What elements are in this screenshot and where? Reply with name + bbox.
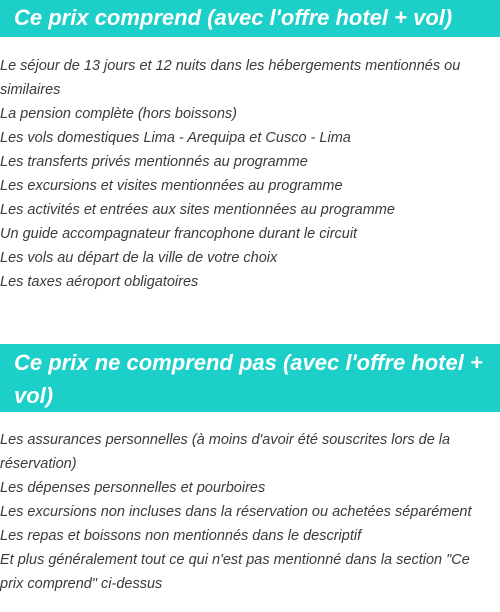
included-item: Les vols au départ de la ville de votre choix [0,250,278,266]
excluded-item: Les excursions non incluses dans la réservation ou achetées séparément [0,504,472,520]
excluded-heading: Ce prix ne comprend pas (avec l'offre hotel + vol) [0,344,500,412]
excluded-section [0,344,500,596]
excluded-list [0,428,500,596]
included-item: Un guide accompagnateur francophone durant le circuit [0,226,358,242]
included-item: Les vols domestiques Lima - Arequipa et Cusco - Lima [0,130,351,146]
excluded-item: Les repas et boissons non mentionnés dans le descriptif [0,528,362,544]
included-list [0,54,500,294]
included-item: Les activités et entrées aux sites mentionnées au programme [0,202,395,218]
included-item: La pension complète (hors boissons) [0,106,237,122]
included-section [0,0,500,294]
included-item: Les transferts privés mentionnés au programme [0,154,308,170]
included-item: Les excursions et visites mentionnées au programme [0,178,343,194]
included-item: Le séjour de 13 jours et 12 nuits dans les hébergements mentionnés ou similaires [0,58,461,98]
excluded-item: Et plus généralement tout ce qui n'est pas mentionné dans la section "Ce prix comprend" ci-dessus [0,552,470,592]
excluded-item: Les dépenses personnelles et pourboires [0,480,266,496]
excluded-item: Les assurances personnelles (à moins d'avoir été souscrites lors de la réservation) [0,432,451,472]
included-item: Les taxes aéroport obligatoires [0,274,199,290]
included-heading: Ce prix comprend (avec l'offre hotel + vol) [0,0,500,37]
